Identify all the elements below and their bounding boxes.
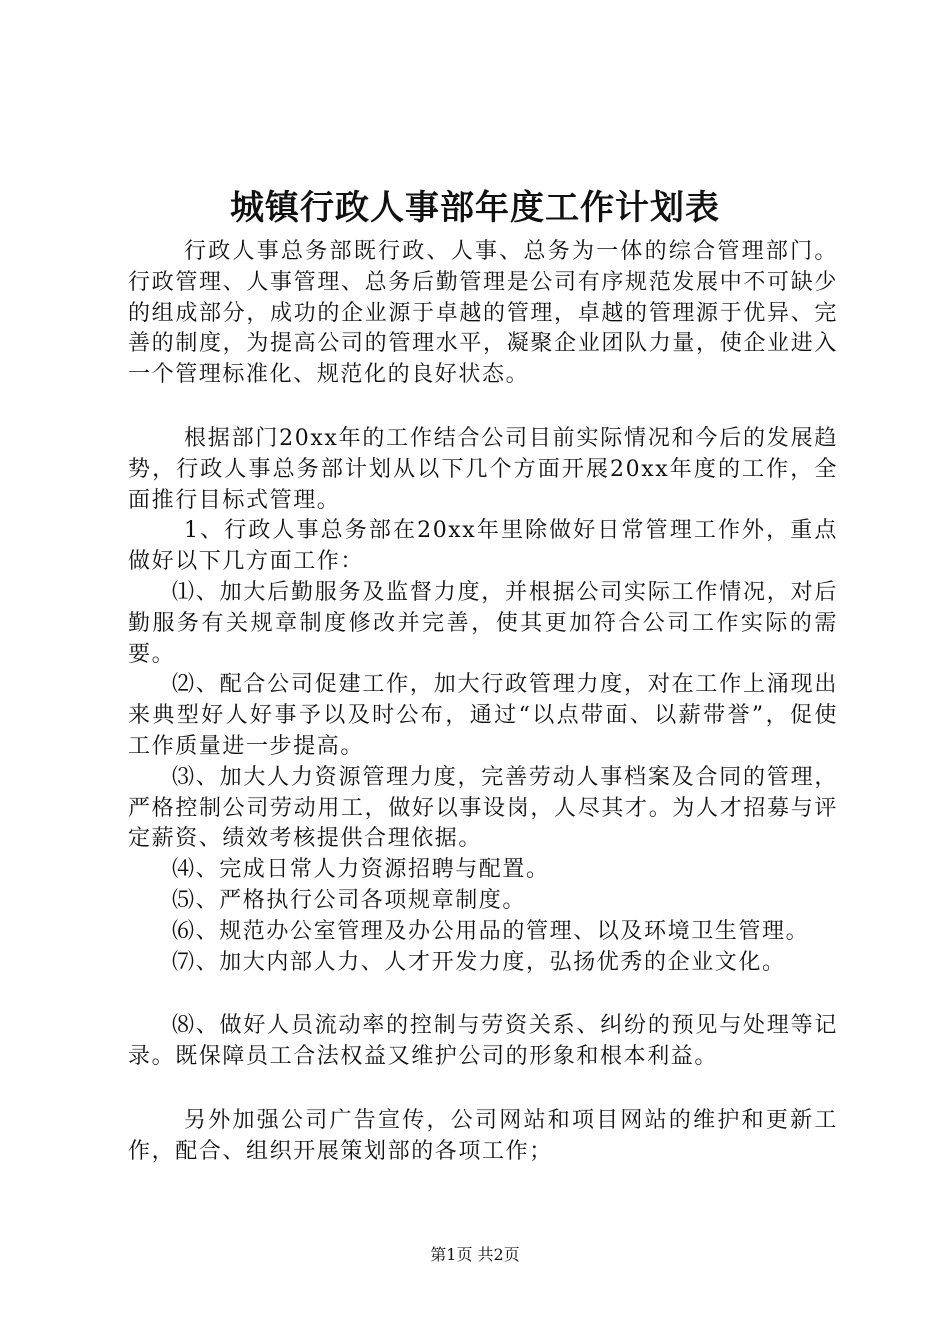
list-item-6: ⑹、规范办公室管理及办公用品的管理、以及环境卫生管理。 (172, 918, 810, 944)
paragraph-section-1: 1、行政人事总务部在20xx年里除做好日常管理工作外，重点做好以下几方面工作： (128, 518, 838, 575)
document-title: 城镇行政人事部年度工作计划表 (230, 188, 720, 228)
page-number-footer: 第1页 共2页 (430, 1245, 520, 1264)
paragraph-additional: 另外加强公司广告宣传，公司网站和项目网站的维护和更新工作，配合、组织开展策划部的各项工作； (128, 1107, 838, 1164)
paragraph-plan-overview: 根据部门20xx年的工作结合公司目前实际情况和今后的发展趋势，行政人事总务部计划从以下几个方面开展20xx年度的工作，全面推行目标式管理。 (128, 425, 838, 513)
list-item-4: ⑷、完成日常人力资源招聘与配置。 (172, 857, 550, 883)
list-item-7: ⑺、加大内部人力、人才开发力度，弘扬优秀的企业文化。 (172, 949, 786, 975)
list-item-1: ⑴、加大后勤服务及监督力度，并根据公司实际工作情况，对后勤服务有关规章制度修改并完善，使其更加符合公司工作实际的需要。 (128, 579, 838, 667)
list-item-3: ⑶、加大人力资源管理力度，完善劳动人事档案及合同的管理，严格控制公司劳动用工，做好以事设岗，人尽其才。为人才招募与评定薪资、绩效考核提供合理依据。 (128, 764, 838, 852)
list-item-2: ⑵、配合公司促建工作，加大行政管理力度，对在工作上涌现出来典型好人好事予以及时公布，通过“以点带面、以薪带誉”，促使工作质量进一步提高。 (128, 672, 838, 759)
document-body (128, 237, 838, 1168)
list-item-5: ⑸、严格执行公司各项规章制度。 (172, 887, 527, 913)
paragraph-intro: 行政人事总务部既行政、人事、总务为一体的综合管理部门。行政管理、人事管理、总务后勤管理是公司有序规范发展中不可缺少的组成部分，成功的企业源于卓越的管理，卓越的管理源于优异、完善的制度，为提高公司的管理水平，凝聚企业团队力量，使企业进入一个管理标准化、规范化的良好状态。 (128, 239, 838, 388)
list-item-8: ⑻、做好人员流动率的控制与劳资关系、纠纷的预见与处理等记录。既保障员工合法权益又维护公司的形象和根本利益。 (128, 1013, 838, 1070)
